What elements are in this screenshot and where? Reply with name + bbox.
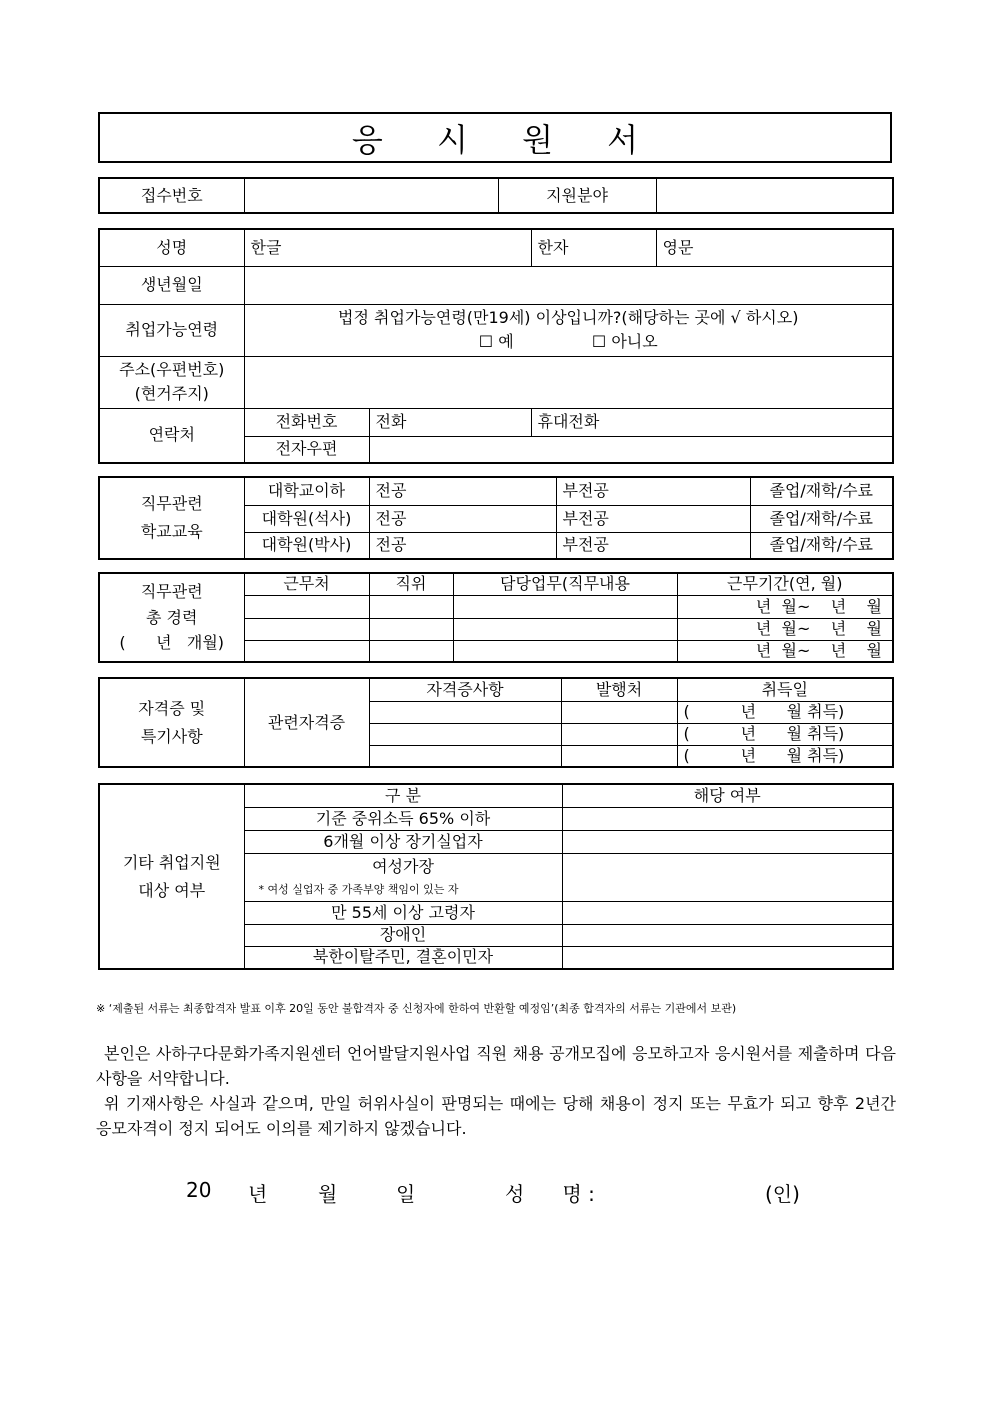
header-table: [98, 177, 894, 214]
pledge-text: [96, 1041, 896, 1141]
license-label-line2: 특기사항: [140, 726, 203, 746]
major-field[interactable]: [369, 505, 556, 532]
birth-label: 생년월일: [99, 266, 244, 304]
support-category: 6개월 이상 장기실업자: [244, 830, 562, 853]
yes-checkbox[interactable]: [479, 332, 514, 351]
support-applicable-field[interactable]: [562, 830, 893, 853]
education-level: 대학원(석사): [244, 505, 369, 532]
name-label: 성명: [99, 229, 244, 266]
support-label-line2: 대상 여부: [138, 880, 206, 900]
signature-month-unit: 월: [318, 1182, 338, 1206]
support-applicable-field[interactable]: [562, 807, 893, 830]
address-label-line1: 주소(우편번호): [119, 360, 225, 380]
license-issuer-field[interactable]: [561, 745, 677, 767]
address-label: [99, 356, 244, 408]
career-position-field[interactable]: [369, 595, 453, 618]
career-total-period: ( 년 개월): [119, 633, 225, 653]
yes-label: 예: [498, 332, 514, 351]
license-issuer-field[interactable]: [561, 701, 677, 723]
signature-name-label: 성 명 :: [505, 1182, 595, 1206]
license-date-field[interactable]: ( 년 월 취득): [677, 745, 893, 767]
name-english-field[interactable]: [656, 229, 893, 266]
license-date-field[interactable]: ( 년 월 취득): [677, 723, 893, 745]
career-position-field[interactable]: [369, 640, 453, 662]
license-header-name: 자격증사항: [369, 678, 561, 701]
age-cell: [244, 304, 893, 356]
phone-number-label: 전화번호: [244, 408, 369, 436]
support-section: [98, 783, 892, 970]
minor-label: 부전공: [562, 481, 609, 501]
email-field[interactable]: [369, 436, 893, 463]
support-category: 북한이탈주민, 결혼이민자: [244, 946, 562, 969]
career-label-line1: 직무관련: [140, 582, 203, 602]
education-level: 대학원(박사): [244, 532, 369, 559]
support-header-category: 구 분: [244, 784, 562, 807]
phone-field[interactable]: [369, 408, 531, 436]
license-issuer-field[interactable]: [561, 723, 677, 745]
career-workplace-field[interactable]: [244, 640, 369, 662]
career-duties-field[interactable]: [453, 618, 677, 640]
career-header-period: 근무기간(연, 월): [677, 573, 893, 595]
support-applicable-field[interactable]: [562, 853, 893, 901]
career-header-position: 직위: [369, 573, 453, 595]
license-label: [99, 678, 244, 767]
checkbox-icon: ☐: [591, 332, 607, 351]
career-period-field[interactable]: 년 월~ 년 월: [677, 640, 893, 662]
major-label: 전공: [375, 535, 407, 555]
career-table: [98, 572, 894, 663]
education-level: 대학교이하: [244, 477, 369, 505]
address-label-line2: (현거주지): [134, 384, 209, 403]
signature-seal[interactable]: (인): [765, 1182, 800, 1206]
major-field[interactable]: [369, 532, 556, 559]
header-section: [98, 177, 892, 214]
hanja-label: 한자: [537, 237, 569, 257]
license-header-issuer: 발행처: [561, 678, 677, 701]
license-label-line1: 자격증 및: [138, 698, 206, 718]
major-label: 전공: [375, 508, 407, 528]
checkbox-icon: ☐: [478, 332, 494, 351]
career-workplace-field[interactable]: [244, 595, 369, 618]
license-name-field[interactable]: [369, 745, 561, 767]
application-field-input[interactable]: [656, 178, 893, 213]
phone-label: 전화: [375, 412, 407, 432]
personal-table: [98, 228, 894, 464]
name-hanja-field[interactable]: [531, 229, 656, 266]
major-field[interactable]: [369, 477, 556, 505]
minor-label: 부전공: [562, 535, 609, 555]
career-position-field[interactable]: [369, 618, 453, 640]
minor-field[interactable]: [556, 477, 750, 505]
career-period-field[interactable]: 년 월~ 년 월: [677, 618, 893, 640]
license-name-field[interactable]: [369, 723, 561, 745]
pledge-paragraph-1: 본인은 사하구다문화가족지원센터 언어발달지원사업 직원 채용 공개모집에 응모하고자 응시원서를 제출하며 다음 사항을 서약합니다.: [96, 1044, 896, 1088]
license-name-field[interactable]: [369, 701, 561, 723]
education-label-line1: 직무관련: [140, 494, 203, 514]
career-header-workplace: 근무처: [244, 573, 369, 595]
english-label: 영문: [662, 237, 694, 257]
minor-label: 부전공: [562, 508, 609, 528]
support-header-applicable: 해당 여부: [562, 784, 893, 807]
career-header-duties: 담당업무(직무내용: [453, 573, 677, 595]
support-applicable-field[interactable]: [562, 924, 893, 946]
career-duties-field[interactable]: [453, 640, 677, 662]
graduation-status[interactable]: 졸업/재학/수료: [750, 505, 893, 532]
support-label-line1: 기타 취업지원: [122, 852, 221, 872]
career-duties-field[interactable]: [453, 595, 677, 618]
contact-label: 연락처: [99, 408, 244, 463]
career-section: [98, 572, 892, 663]
no-label: 아니오: [611, 332, 658, 351]
email-label: 전자우편: [244, 436, 369, 463]
address-field[interactable]: [244, 356, 893, 408]
support-category: 여성가장: [372, 857, 434, 877]
mobile-label: 휴대전화: [537, 412, 600, 432]
license-header-date: 취득일: [677, 678, 893, 701]
related-license-label: 관련자격증: [244, 678, 369, 767]
major-label: 전공: [375, 481, 407, 501]
support-applicable-field[interactable]: [562, 901, 893, 924]
license-date-field[interactable]: ( 년 월 취득): [677, 701, 893, 723]
receipt-number-label: 접수번호: [99, 178, 244, 213]
signature-year: 20: [186, 1178, 212, 1202]
minor-field[interactable]: [556, 532, 750, 559]
birth-field[interactable]: [244, 266, 893, 304]
support-table: [98, 783, 894, 970]
support-category: 장애인: [244, 924, 562, 946]
license-table: [98, 677, 894, 768]
application-field-label: 지원분야: [498, 178, 656, 213]
career-period-field[interactable]: 년 월~ 년 월: [677, 595, 893, 618]
form-title-box: [98, 112, 892, 163]
name-hangul-field[interactable]: [244, 229, 531, 266]
career-label: [99, 573, 244, 662]
minor-field[interactable]: [556, 505, 750, 532]
license-section: [98, 677, 892, 768]
education-table: [98, 476, 894, 560]
career-workplace-field[interactable]: [244, 618, 369, 640]
no-checkbox[interactable]: [592, 332, 658, 351]
personal-section: [98, 228, 892, 464]
education-section: [98, 476, 892, 560]
signature-day-unit: 일: [396, 1182, 416, 1206]
support-label: [99, 784, 244, 969]
receipt-number-field[interactable]: [244, 178, 498, 213]
education-label-line2: 학교교육: [140, 522, 203, 541]
mobile-field[interactable]: [531, 408, 893, 436]
pledge-paragraph-2: 위 기재사항은 사실과 같으며, 만일 허위사실이 판명되는 때에는 당해 채용이 정지 또는 무효가 되고 향후 2년간 응모자격이 정지 되어도 이의를 제기하지 않겠습니다.: [96, 1094, 896, 1138]
support-category: 만 55세 이상 고령자: [244, 901, 562, 924]
support-category-female-head: [244, 853, 562, 901]
graduation-status[interactable]: 졸업/재학/수료: [750, 477, 893, 505]
female-head-note: * 여성 실업자 중 가족부양 책임이 있는 자: [258, 882, 459, 896]
education-label: [99, 477, 244, 559]
graduation-status[interactable]: 졸업/재학/수료: [750, 532, 893, 559]
career-label-line2: 총 경력: [146, 607, 198, 627]
support-applicable-field[interactable]: [562, 946, 893, 969]
hangul-label: 한글: [250, 237, 282, 257]
document-return-note: ※ ‘제출된 서류는 최종합격자 발표 이후 20일 동안 불합격자 중 신청자에 한하여 반환할 예정임’(최종 합격자의 서류는 기관에서 보관): [96, 1002, 737, 1015]
signature-year-unit: 년: [248, 1182, 268, 1206]
form-title: 응 시 원 서: [351, 120, 661, 159]
age-question: 법정 취업가능연령(만19세) 이상입니까?(해당하는 곳에 √ 하시오): [338, 308, 799, 328]
support-category: 기준 중위소득 65% 이하: [244, 807, 562, 830]
age-label: 취업가능연령: [99, 304, 244, 356]
